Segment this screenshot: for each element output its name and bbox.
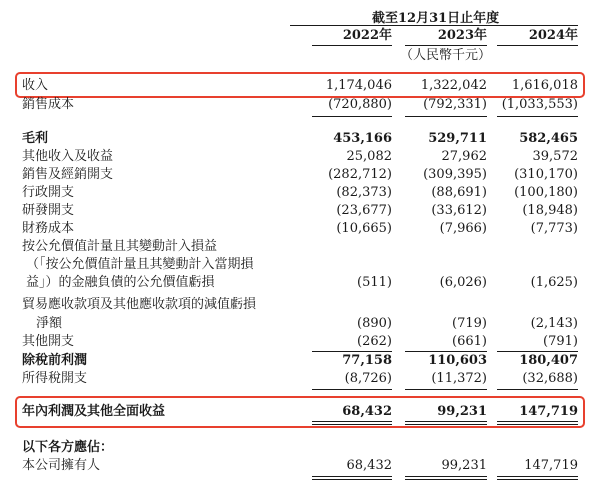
row-label-revenue: 收入 — [22, 78, 49, 93]
cell: 39,572 — [532, 149, 578, 164]
cell: (18,948) — [522, 203, 578, 218]
cell: (8,726) — [344, 371, 392, 386]
header-divider — [290, 25, 578, 26]
cell: (82,373) — [336, 185, 392, 200]
row-label-owners: 本公司擁有人 — [22, 458, 101, 473]
cell: (1,625) — [530, 275, 578, 290]
cell: (1,033,553) — [501, 97, 578, 112]
row-label-selling-expenses: 銷售及經銷開支 — [22, 167, 114, 182]
cell: 582,465 — [519, 131, 578, 146]
total-double-line-2023 — [405, 476, 487, 480]
cell: 110,603 — [428, 353, 487, 368]
total-double-line-2024 — [497, 421, 578, 425]
cell: (2,143) — [530, 316, 578, 331]
cell: 147,719 — [524, 458, 578, 473]
cell: 529,711 — [428, 131, 487, 146]
cell: (33,612) — [431, 203, 487, 218]
revenue-highlight — [15, 72, 585, 98]
cell: (11,372) — [431, 371, 487, 386]
cell: (719) — [452, 316, 487, 331]
row-label-other-expenses: 其他開支 — [22, 334, 75, 349]
cell: 68,432 — [342, 404, 392, 419]
cell: (511) — [357, 275, 392, 290]
cell: 1,174,046 — [325, 78, 392, 93]
subtotal-line-2022 — [312, 389, 392, 390]
cell: (32,688) — [522, 371, 578, 386]
cell: (661) — [452, 334, 487, 349]
row-label-attributable-to: 以下各方應佔： — [22, 440, 114, 455]
total-double-line-2022 — [312, 421, 392, 425]
cell: 25,082 — [346, 149, 392, 164]
cell: (309,395) — [423, 167, 487, 182]
row-label-gross-profit: 毛利 — [22, 131, 49, 146]
subtotal-line-2023 — [405, 389, 487, 390]
cell: 1,616,018 — [511, 78, 578, 93]
cell: (100,180) — [514, 185, 578, 200]
cell: 180,407 — [519, 353, 578, 368]
cell: 77,158 — [342, 353, 392, 368]
row-label-rnd-expenses: 研發開支 — [22, 203, 75, 218]
row-label-fvtpl-line3: 益」）的金融負債的公允價值虧損 — [26, 275, 215, 290]
subtotal-line-2023 — [405, 116, 487, 117]
cell: 1,322,042 — [420, 78, 487, 93]
row-label-profit-before-tax: 除稅前利潤 — [22, 353, 88, 368]
row-label-impairment-line2: 淨額 — [36, 316, 63, 331]
cell: (23,677) — [336, 203, 392, 218]
cell: (7,773) — [530, 221, 578, 236]
total-double-line-2022 — [312, 476, 392, 480]
cell: (262) — [357, 334, 392, 349]
unit-label: （人民幣千元） — [400, 48, 492, 63]
subtotal-line-2024 — [497, 116, 578, 117]
cell: 27,962 — [441, 149, 487, 164]
row-label-profit-for-year: 年內利潤及其他全面收益 — [22, 404, 166, 419]
row-label-finance-costs: 財務成本 — [22, 221, 75, 236]
period-title: 截至12月31日止年度 — [372, 11, 500, 26]
subtotal-line-2022 — [312, 351, 392, 352]
row-label-impairment-line1: 貿易應收款項及其他應收款項的減值虧損 — [22, 297, 257, 312]
subtotal-line-2024 — [497, 351, 578, 352]
cell: (792,331) — [423, 97, 487, 112]
year-2024: 2024年 — [528, 28, 578, 43]
cell: (890) — [357, 316, 392, 331]
row-label-cost-of-sales: 銷售成本 — [22, 97, 75, 112]
total-double-line-2023 — [405, 421, 487, 425]
cell: (10,665) — [336, 221, 392, 236]
cell: (282,712) — [328, 167, 392, 182]
cell: 147,719 — [519, 404, 578, 419]
total-double-line-2024 — [497, 476, 578, 480]
cell: 453,166 — [333, 131, 392, 146]
subtotal-line-2023 — [405, 351, 487, 352]
subtotal-line-2024 — [497, 389, 578, 390]
cell: 68,432 — [346, 458, 392, 473]
row-label-other-income: 其他收入及收益 — [22, 149, 114, 164]
cell: (7,966) — [439, 221, 487, 236]
cell: (310,170) — [514, 167, 578, 182]
row-label-fvtpl-line2: （「按公允價值計量且其變動計入當期損 — [26, 257, 254, 272]
year-2023: 2023年 — [437, 28, 487, 43]
subtotal-line-2022 — [312, 116, 392, 117]
row-label-income-tax: 所得稅開支 — [22, 371, 88, 386]
cell: (88,691) — [431, 185, 487, 200]
cell: 99,231 — [437, 404, 487, 419]
cell: 99,231 — [441, 458, 487, 473]
year-underline-2022 — [312, 45, 392, 46]
row-label-admin-expenses: 行政開支 — [22, 185, 75, 200]
cell: (6,026) — [439, 275, 487, 290]
cell: (720,880) — [328, 97, 392, 112]
year-underline-2024 — [497, 45, 578, 46]
cell: (791) — [543, 334, 578, 349]
row-label-fvtpl-line1: 按公允價值計量且其變動計入損益 — [22, 239, 218, 254]
year-2022: 2022年 — [342, 28, 392, 43]
